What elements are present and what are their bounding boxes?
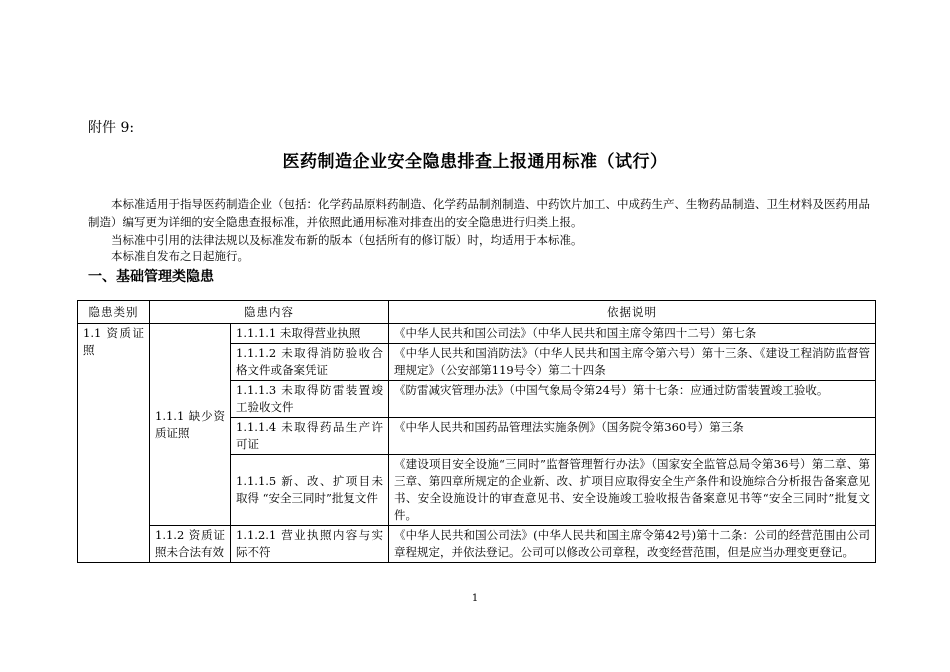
table-header-row [78, 301, 876, 324]
item-cell: 1.1.1.5 新、改、扩项目未取得 “安全三同时”批复文件 [231, 455, 389, 526]
subcategory-cell: 1.1.1 缺少资质证照 [150, 324, 231, 526]
basis-cell: 《中华人民共和国公司法》(中华人民共和国主席令第42号)第十二条：公司的经营范围由公司章程规定，并依法登记。公司可以修改公司章程，改变经营范围，但是应当办理变更登记。 [389, 526, 876, 563]
document-title: 医药制造企业安全隐患排查上报通用标准（试行） [282, 152, 668, 172]
basis-cell: 《防雷减灾管理办法》（中国气象局令第24号）第十七条：应通过防雷装置竣工验收。 [389, 381, 876, 418]
intro-paragraph-versions: 当标准中引用的法律法规以及标准发布新的版本（包括所有的修订版）时，均适用于本标准。 [111, 233, 583, 247]
item-cell: 1.1.1.4 未取得药品生产许可证 [231, 418, 389, 455]
header-content: 隐患内容 [150, 301, 389, 324]
page-number: 1 [471, 593, 479, 604]
subcategory-cell: 1.1.2 资质证照未合法有效 [150, 526, 231, 563]
item-cell: 1.1.1.2 未取得消防验收合格文件或备案凭证 [231, 344, 389, 381]
header-category: 隐患类别 [78, 301, 150, 324]
basis-cell: 《中华人民共和国消防法》（中华人民共和国主席令第六号）第十三条、《建设工程消防监督管理规定》（公安部第119号令）第二十四条 [389, 344, 876, 381]
section-heading: 一、基础管理类隐患 [88, 269, 214, 285]
category-cell: 1.1 资质证照 [78, 324, 150, 563]
intro-paragraph-effective: 本标准自发布之日起施行。 [111, 249, 249, 263]
header-basis: 依据说明 [389, 301, 876, 324]
hazard-table [77, 300, 876, 563]
item-cell: 1.1.2.1 营业执照内容与实际不符 [231, 526, 389, 563]
basis-cell: 《建设项目安全设施“三同时”监督管理暂行办法》（国家安全监管总局令第36号）第二章、第三章、第四章所规定的企业新、改、扩项目应取得安全生产条件和设施综合分析报告备案意见书、安全设施设计的审查意见书、安全设施竣工验收报告备案意见书等“安全三同时”批复文件。 [389, 455, 876, 526]
table-row [78, 324, 876, 344]
item-cell: 1.1.1.3 未取得防雷装置竣工验收文件 [231, 381, 389, 418]
attachment-label: 附件 9: [88, 120, 135, 136]
table-row [78, 526, 876, 563]
item-cell: 1.1.1.1 未取得营业执照 [231, 324, 389, 344]
basis-cell: 《中华人民共和国药品管理法实施条例》（国务院令第360号）第三条 [389, 418, 876, 455]
intro-paragraph-scope: 本标准适用于指导医药制造企业（包括：化学药品原料药制造、化学药品制剂制造、中药饮片加工、中成药生产、生物药品制造、卫生材料及医药用品制造）编写更为详细的安全隐患查报标准，并依照此通用标准对排查出的安全隐患进行归类上报。 [88, 197, 870, 229]
basis-cell: 《中华人民共和国公司法》（中华人民共和国主席令第四十二号）第七条 [389, 324, 876, 344]
